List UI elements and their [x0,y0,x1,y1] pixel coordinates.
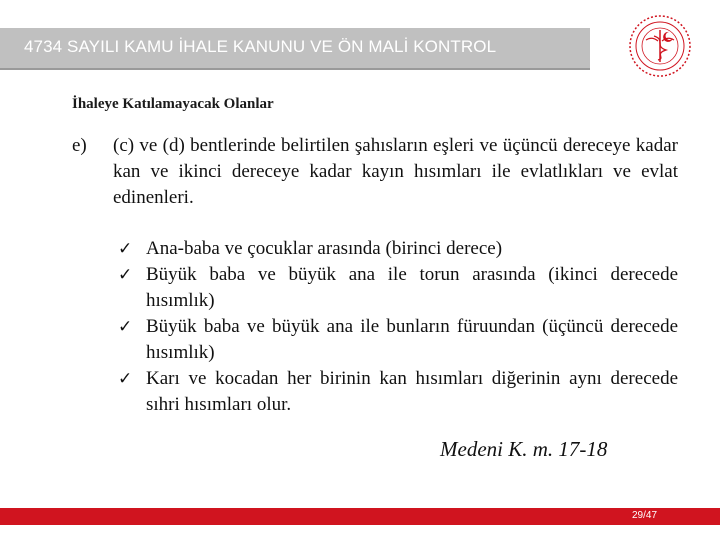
bullet-text: Ana-baba ve çocuklar arasında (birinci derece) [146,238,503,259]
bullet-text: Büyük baba ve büyük ana ile bunların füruundan (üçüncü derecede hısımlık) [146,316,678,363]
footer-bar [0,508,720,525]
bullet-text: Karı ve kocadan her birinin kan hısımları diğerinin aynı derecede sıhri hısımları olur. [146,368,678,415]
checkmark-icon: ✓ [118,239,133,259]
checkmark-icon: ✓ [118,317,133,337]
header-bar [0,28,590,70]
slide-title: 4734 SAYILI KAMU İHALE KANUNU VE ÖN MALİ KONTROL [24,37,497,56]
list-item-e [72,133,678,211]
list-item [118,366,678,418]
checkmark-icon: ✓ [118,369,133,389]
ministry-seal-icon [628,14,692,78]
bullet-text: Büyük baba ve büyük ana ile torun arasında (ikinci derecede hısımlık) [146,264,678,311]
section-subtitle: İhaleye Katılamayacak Olanlar [72,96,274,112]
checkmark-icon: ✓ [118,265,133,285]
item-marker: e) [72,135,87,156]
list-item [118,262,678,314]
list-item [118,314,678,366]
list-item [118,236,678,262]
law-citation: Medeni K. m. 17-18 [440,437,608,461]
item-text: (c) ve (d) bentlerinde belirtilen şahısların eşleri ve üçüncü dereceye kadar kan ve ikinci dereceye kadar kayın hısımları ile evlatlıkları ve evlat edinenleri. [113,135,678,208]
checklist [118,236,678,418]
page-number: 29/47 [632,510,658,521]
